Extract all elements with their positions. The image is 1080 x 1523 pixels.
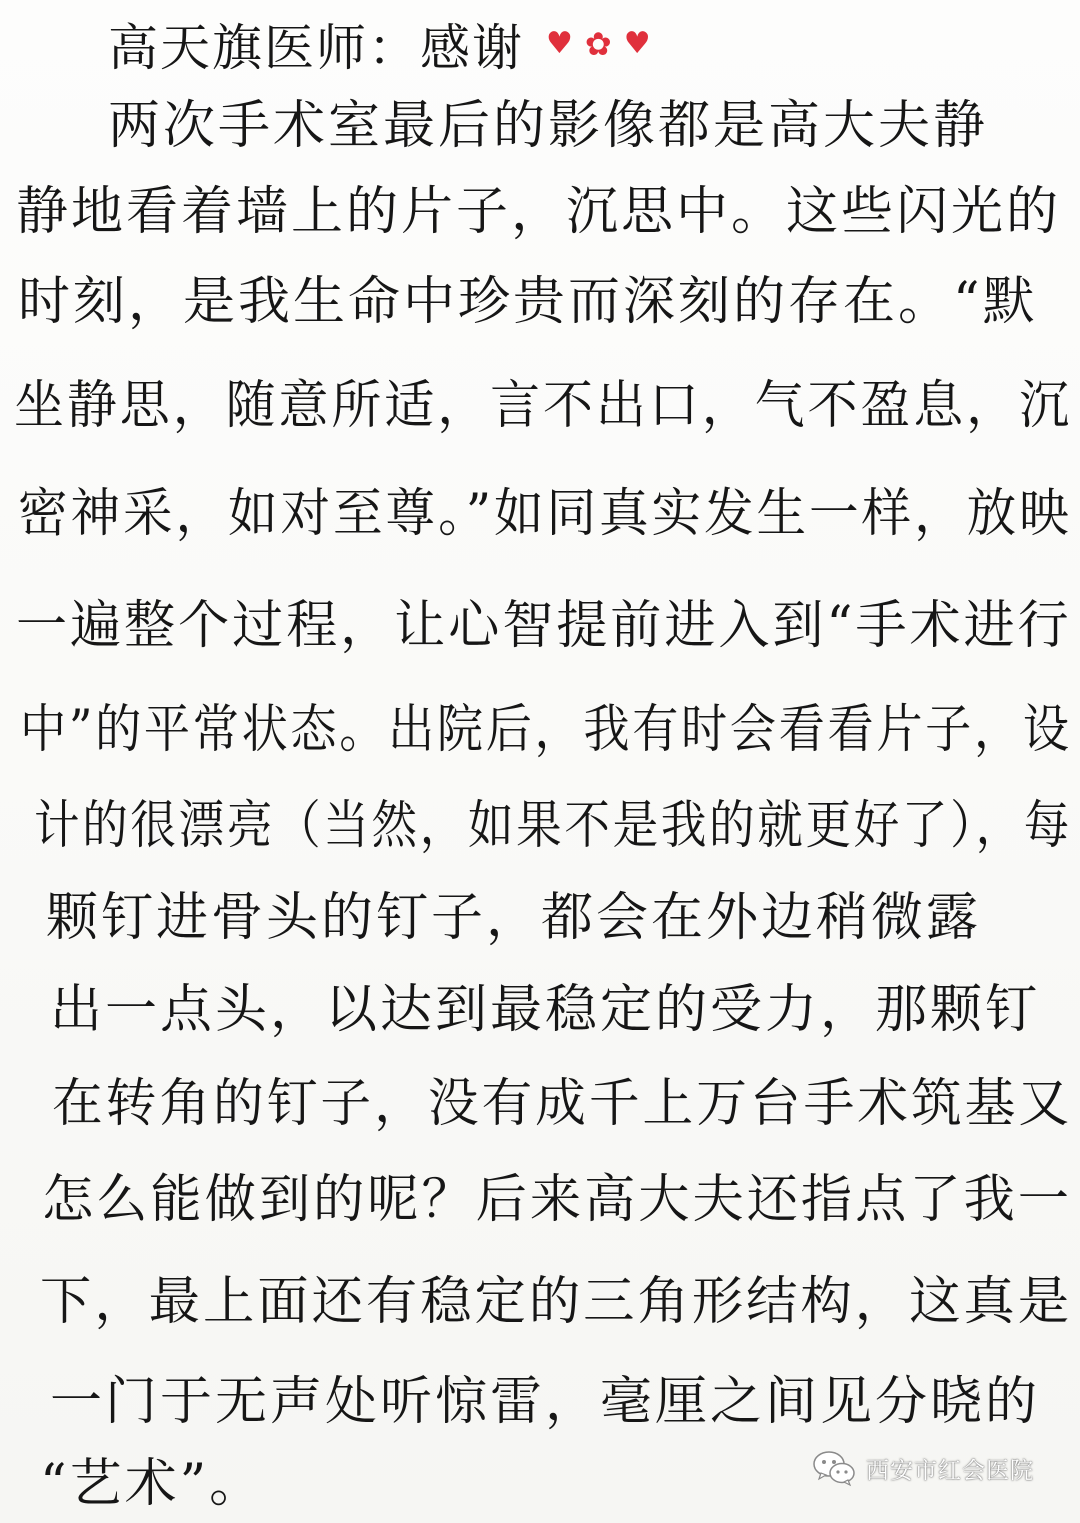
letter-line: 出一点头，以达到最稳定的受力，那颗钉 [50, 980, 1041, 1040]
letter-line: 静地看着墙上的片子，沉思中。这些闪光的 [16, 182, 1062, 242]
letter-line: 时刻，是我生命中珍贵而深刻的存在。“默 [18, 272, 1038, 332]
letter-line: “艺术”。 [40, 1454, 265, 1514]
heart-icon: ♥ [546, 26, 573, 61]
letter-header [108, 14, 651, 77]
letter-title: 高天旗医师：感谢 [108, 19, 524, 77]
letter-line: 下，最上面还有稳定的三角形结构，这真是 [40, 1272, 1073, 1332]
flower-icon: ✿ [584, 25, 612, 63]
letter-line: 计的很漂亮（当然，如果不是我的就更好了），每 [34, 796, 1073, 856]
letter-line: 两次手术室最后的影像都是高大夫静 [108, 96, 989, 156]
account-watermark [812, 1446, 1034, 1490]
watermark-text: 西安市红会医院 [866, 1457, 1034, 1484]
letter-line: 密神采，如对至尊。”如同真实发生一样，放映 [18, 484, 1072, 544]
letter-line: 颗钉进骨头的钉子，都会在外边稍微露 [46, 888, 982, 948]
letter-line: 一遍整个过程，让心智提前进入到“手术进行 [16, 596, 1072, 656]
letter-line: 在转角的钉子，没有成千上万台手术筑基又 [52, 1074, 1073, 1134]
title-decoration [546, 25, 651, 63]
letter-line: 坐静思，随意所适，言不出口，气不盈息，沉 [14, 376, 1072, 436]
letter-line: 怎么能做到的呢？后来高大夫还指点了我一 [42, 1170, 1072, 1230]
letter-line: 中”的平常状态。出院后，我有时会看看片子，设 [20, 700, 1072, 760]
heart-icon: ♥ [623, 26, 651, 61]
wechat-icon [812, 1448, 856, 1488]
letter-line: 一门于无声处听惊雷，毫厘之间见分晓的 [50, 1372, 1041, 1432]
